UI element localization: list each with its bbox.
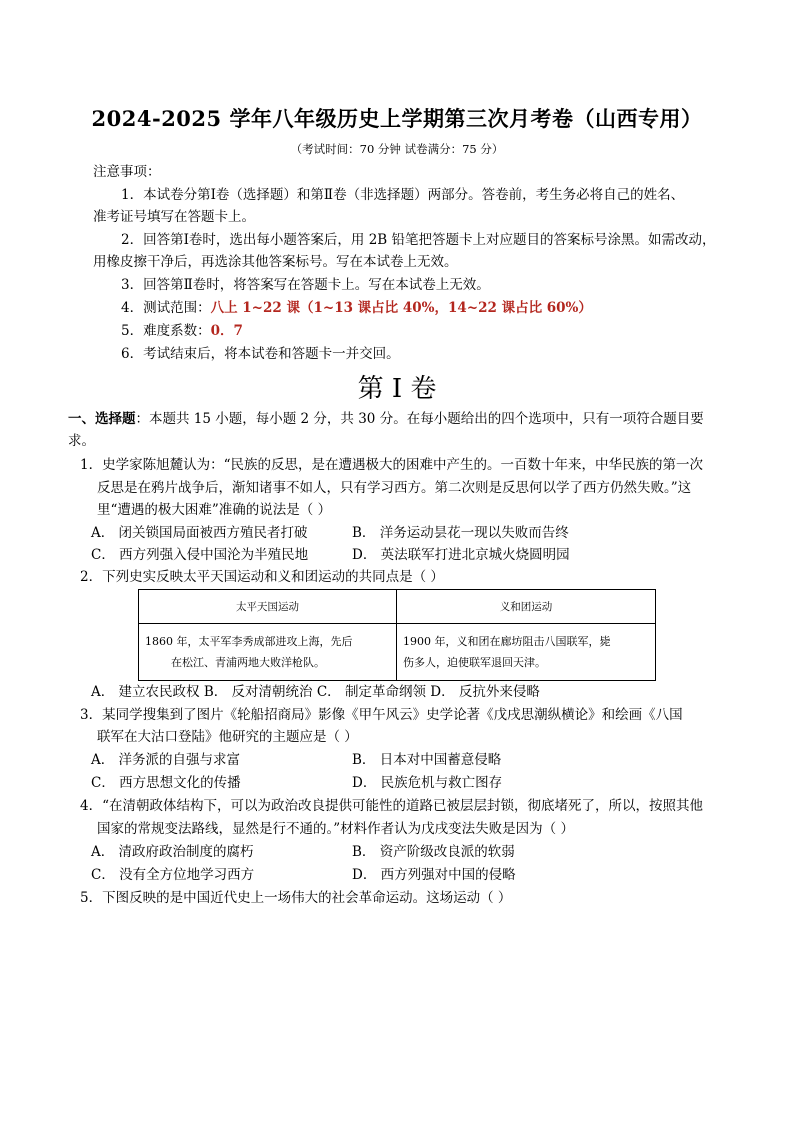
difficulty-value: 0．7 [210, 323, 243, 339]
notice-item-1-line-1: 1．本试卷分第Ⅰ卷（选择题）和第Ⅱ卷（非选择题）两部分。答卷前，考生务必将自己的姓名、 [121, 187, 685, 203]
table-cell-taiping-line-2: 在松江、青浦两地大败洋枪队。 [171, 656, 325, 669]
notice-item-2-line-2: 用橡皮擦干净后，再选涂其他答案标号。写在本试卷上无效。 [93, 254, 458, 270]
table-cell-boxer-line-1: 1900 年，义和团在廊坊阻击八国联军，毙 [403, 635, 611, 648]
notice-item-2-line-1: 2．回答第Ⅰ卷时，选出每小题答案后，用 2B 铅笔把答题卡上对应题目的答案标号涂黑。如需改动， [121, 232, 716, 248]
q2-options: A． 建立农民政权 B． 反对清朝统治 C． 制定革命纲领 D． 反抗外来侵略 [91, 684, 540, 700]
q4-option-a: A． 清政府政治制度的腐朽 [91, 844, 254, 860]
notice-heading: 注意事项： [93, 164, 161, 180]
notice-item-5-label: 5．难度系数： [121, 323, 211, 339]
table-cell-boxer-line-2: 伤多人，迫使联军退回天津。 [403, 656, 546, 669]
q4-option-b: B． 资产阶级改良派的软弱 [352, 844, 515, 860]
exam-subtitle: （考试时间：70 分钟 试卷满分：75 分） [290, 142, 504, 156]
table-header-taiping: 太平天国运动 [139, 590, 397, 624]
section-instructions-line-2: 求。 [68, 433, 95, 449]
table-header-boxer: 义和团运动 [397, 590, 656, 624]
q5-stem: 5．下图反映的是中国近代史上一场伟大的社会革命运动。这场运动（ ） [80, 890, 512, 906]
q3-option-c: C． 西方思想文化的传播 [91, 775, 241, 791]
q3-option-a: A． 洋务派的自强与求富 [91, 752, 241, 768]
exam-title: 2024-2025 学年八年级历史上学期第三次月考卷（山西专用） [91, 106, 703, 131]
notice-item-4-label: 4．测试范围： [121, 300, 211, 316]
table-cell-taiping-line-1: 1860 年，太平军李秀成部进攻上海，先后 [145, 635, 353, 648]
notice-item-4 [121, 298, 592, 318]
test-scope-value: 八上 1~22 课（1~13 课占比 40%，14~22 课占比 60%） [210, 300, 592, 316]
q4-option-c: C． 没有全方位地学习西方 [91, 867, 255, 883]
q1-option-d: D． 英法联军打进北京城火烧圆明园 [352, 547, 570, 563]
table-cell-boxer [397, 624, 656, 681]
q1-option-a: A． 闭关锁国局面被西方殖民者打破 [91, 525, 308, 541]
q1-stem-line-3: 里“遭遇的极大困难”准确的说法是（ ） [97, 502, 332, 518]
section-instructions-line-1 [68, 409, 704, 429]
section-title: 第 I 卷 [357, 374, 437, 404]
notice-item-5 [121, 321, 243, 341]
q3-option-b: B． 日本对中国蓄意侵略 [352, 752, 502, 768]
q4-stem-line-2: 国家的常规变法路线，显然是行不通的。”材料作者认为戊戌变法失败是因为（ ） [97, 821, 574, 837]
table-cell-taiping [139, 624, 397, 681]
q4-stem-line-1: 4．“在清朝政体结构下，可以为政治改良提供可能性的道路已被层层封锁，彻底堵死了，所以，按照其他 [80, 798, 703, 814]
q3-stem-line-1: 3．某同学搜集到了图片《轮船招商局》影像《甲午风云》史学论著《戊戌思潮纵横论》和绘画《八国 [80, 707, 683, 723]
q3-stem-line-2: 联军在大沽口登陆》他研究的主题应是（ ） [97, 729, 358, 745]
notice-item-3: 3．回答第Ⅱ卷时，将答案写在答题卡上。写在本试卷上无效。 [121, 277, 490, 293]
q2-source-table [138, 589, 656, 681]
q1-stem-line-1: 1．史学家陈旭麓认为：“民族的反思，是在遭遇极大的困难中产生的。一百数十年来，中华民族的第一次 [80, 457, 703, 473]
notice-item-1-line-2: 准考证号填写在答题卡上。 [93, 209, 255, 225]
section-instructions-text: ：本题共 15 小题，每小题 2 分，共 30 分。在每小题给出的四个选项中，只有一项符合题目要 [135, 411, 704, 427]
notice-item-6: 6．考试结束后，将本试卷和答题卡一并交回。 [121, 346, 400, 362]
q1-option-c: C． 西方列强入侵中国沦为半殖民地 [91, 547, 309, 563]
q3-option-d: D． 民族危机与救亡图存 [352, 775, 503, 791]
q1-option-b: B． 洋务运动昙花一现以失败而告终 [352, 525, 569, 541]
q1-stem-line-2: 反思是在鸦片战争后，渐知诸事不如人，只有学习西方。第二次则是反思何以学了西方仍然失败。”这 [97, 480, 692, 496]
section-instructions-prefix: 一、选择题 [68, 411, 136, 427]
q4-option-d: D． 西方列强对中国的侵略 [352, 867, 516, 883]
q2-stem: 2．下列史实反映太平天国运动和义和团运动的共同点是（ ） [80, 569, 444, 585]
